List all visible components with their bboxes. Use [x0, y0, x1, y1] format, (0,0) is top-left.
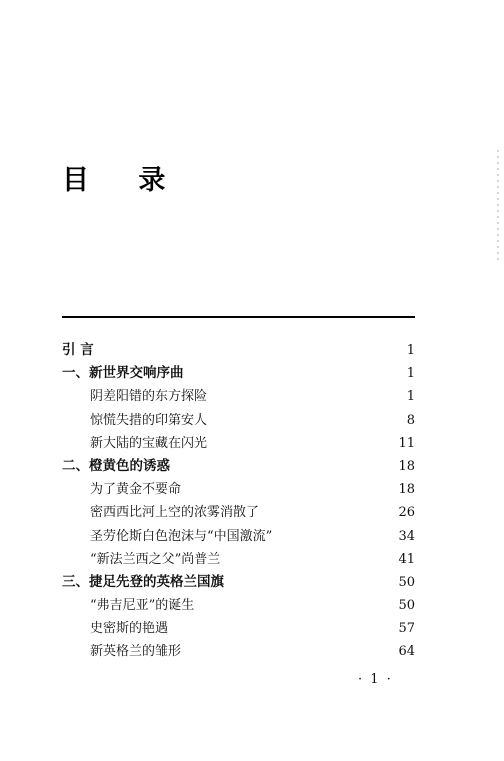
toc-section-entry [62, 548, 415, 571]
toc-entry-page: 41 [398, 551, 415, 567]
toc-entry-title: 一、新世界交响序曲 [62, 365, 184, 382]
toc-section-entry [62, 409, 415, 432]
toc-section-entry [62, 525, 415, 548]
toc-entry-title: “新法兰西之父”尚普兰 [90, 551, 221, 567]
toc-entry-title: 密西西比河上空的浓雾消散了 [90, 505, 260, 521]
toc-chapter-entry [62, 362, 415, 385]
toc-section-entry [62, 385, 415, 408]
toc-entry-page: 1 [406, 366, 415, 382]
toc-entry-title: 新大陆的宝藏在闪光 [90, 435, 208, 451]
toc-chapter-entry [62, 339, 415, 362]
toc-entry-page: 8 [406, 412, 415, 428]
toc-chapter-entry [62, 571, 415, 594]
toc-entry-title: 三、捷足先登的英格兰国旗 [62, 573, 224, 590]
toc-entry-page: 57 [398, 621, 415, 637]
toc-entry-page: 64 [398, 644, 415, 660]
toc-entry-page: 50 [398, 574, 415, 590]
toc-entry-page: 1 [406, 389, 415, 405]
page-number: · 1 · [358, 672, 393, 687]
toc-section-entry [62, 478, 415, 501]
toc-entry-page: 18 [398, 482, 415, 498]
toc-entry-title: 惊慌失措的印第安人 [90, 412, 208, 428]
toc-entry-title: 引 言 [62, 342, 94, 358]
toc-entry-page: 18 [398, 458, 415, 474]
toc-section-entry [62, 617, 415, 640]
toc-entry-page: 11 [398, 435, 415, 451]
toc-entry-title: 为了黄金不要命 [90, 482, 182, 498]
scan-edge-mark [497, 150, 499, 260]
toc-chapter-entry [62, 455, 415, 478]
toc-entry-title: 圣劳伦斯白色泡沫与“中国激流” [90, 528, 273, 544]
toc-entry-title: 阴差阳错的东方探险 [90, 389, 208, 405]
toc-entry-page: 1 [406, 343, 415, 358]
divider-rule [62, 316, 415, 318]
toc-entry-title: 史密斯的艳遇 [90, 621, 169, 637]
toc-section-entry [62, 594, 415, 617]
toc-entry-page: 34 [398, 528, 415, 544]
toc-section-entry [62, 432, 415, 455]
toc-section-entry [62, 640, 415, 663]
page-title: 目 录 [62, 165, 186, 196]
toc-entry-title: 二、橙黄色的诱惑 [62, 457, 170, 474]
toc-entry-title: 新英格兰的雏形 [90, 644, 182, 660]
table-of-contents [62, 339, 415, 664]
toc-section-entry [62, 501, 415, 524]
toc-entry-page: 50 [398, 598, 415, 614]
toc-entry-title: “弗吉尼亚”的诞生 [90, 598, 195, 614]
toc-entry-page: 26 [398, 505, 415, 521]
